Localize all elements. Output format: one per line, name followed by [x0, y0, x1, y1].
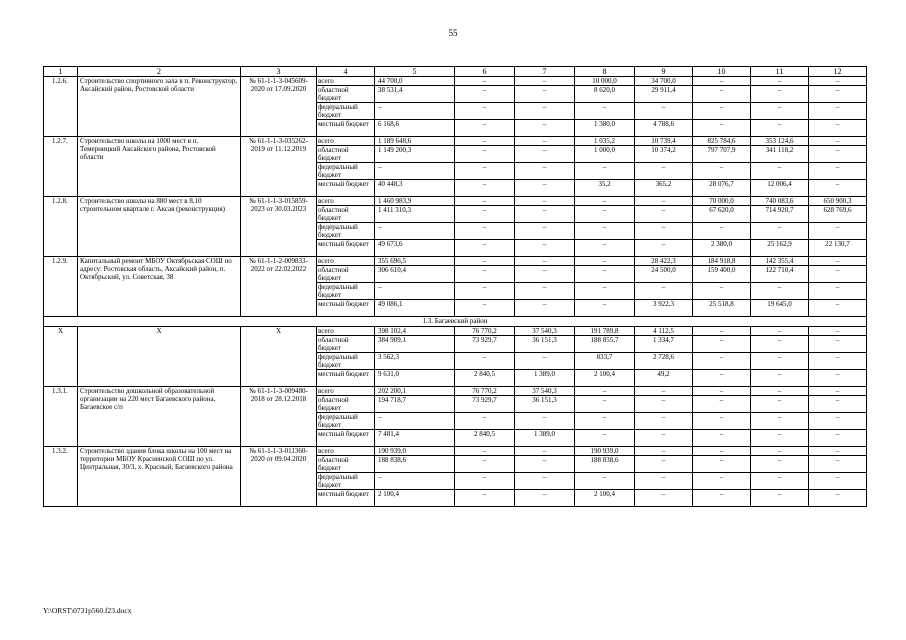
value-cell: – — [809, 336, 867, 353]
value-cell: 49 086,1 — [375, 300, 455, 317]
value-cell: – — [693, 456, 751, 473]
value-cell: 628 769,6 — [809, 206, 867, 223]
value-cell: – — [809, 163, 867, 180]
value-cell: 40 448,3 — [375, 180, 455, 197]
value-cell: – — [751, 473, 809, 490]
value-cell: – — [575, 396, 635, 413]
value-cell: – — [515, 266, 575, 283]
value-cell: 159 400,0 — [693, 266, 751, 283]
value-cell: – — [455, 77, 515, 86]
registration-number: № 61-1-1-3-009480-2018 от 28.12.2018 — [241, 387, 317, 447]
table-row — [44, 387, 867, 396]
value-cell: 1 334,7 — [635, 336, 693, 353]
value-cell: – — [575, 163, 635, 180]
value-cell: 19 645,0 — [751, 300, 809, 317]
value-cell: – — [635, 430, 693, 447]
funding-source: всего — [317, 387, 375, 396]
value-cell: 398 102,4 — [375, 327, 455, 336]
value-cell: – — [693, 473, 751, 490]
value-cell: – — [455, 180, 515, 197]
value-cell: 2 100,4 — [575, 490, 635, 507]
item-description: Строительство дошкольной образовательной организации на 220 мест Багаевского района, Багаевское с/п — [78, 387, 241, 447]
value-cell: – — [515, 197, 575, 206]
value-cell: – — [809, 77, 867, 86]
value-cell: – — [575, 430, 635, 447]
funding-source: всего — [317, 77, 375, 86]
value-cell: 28 076,7 — [693, 180, 751, 197]
value-cell: – — [809, 396, 867, 413]
value-cell: 341 118,2 — [751, 146, 809, 163]
value-cell: 76 770,2 — [455, 327, 515, 336]
value-cell: – — [693, 77, 751, 86]
value-cell: – — [693, 396, 751, 413]
value-cell: – — [751, 413, 809, 430]
value-cell: 34 700,0 — [635, 77, 693, 86]
value-cell: – — [515, 240, 575, 257]
value-cell: – — [809, 456, 867, 473]
funding-source: местный бюджет — [317, 300, 375, 317]
value-cell: 37 540,3 — [515, 327, 575, 336]
value-cell: – — [693, 283, 751, 300]
value-cell: – — [455, 240, 515, 257]
value-cell: – — [635, 163, 693, 180]
value-cell: – — [455, 490, 515, 507]
value-cell: – — [635, 206, 693, 223]
value-cell: – — [515, 223, 575, 240]
value-cell: 44 700,0 — [375, 77, 455, 86]
value-cell: – — [751, 163, 809, 180]
funding-source: федеральный бюджет — [317, 283, 375, 300]
value-cell: – — [575, 387, 635, 396]
value-cell: – — [693, 103, 751, 120]
value-cell: – — [515, 103, 575, 120]
value-cell: – — [809, 103, 867, 120]
value-cell: – — [809, 257, 867, 266]
value-cell: – — [751, 490, 809, 507]
value-cell: – — [455, 86, 515, 103]
value-cell: – — [515, 283, 575, 300]
value-cell: – — [635, 490, 693, 507]
value-cell: 1 380,0 — [575, 120, 635, 137]
value-cell: – — [693, 163, 751, 180]
section-row — [44, 317, 867, 327]
value-cell: 67 620,0 — [693, 206, 751, 223]
value-cell: 25 518,8 — [693, 300, 751, 317]
value-cell: 10 374,2 — [635, 146, 693, 163]
value-cell: – — [455, 163, 515, 180]
header-cell: 9 — [635, 67, 693, 77]
table-row — [44, 257, 867, 266]
value-cell: 37 540,3 — [515, 387, 575, 396]
value-cell: 188 838,6 — [375, 456, 455, 473]
value-cell: – — [515, 300, 575, 317]
header-cell: 5 — [375, 67, 455, 77]
value-cell: – — [455, 120, 515, 137]
value-cell: – — [515, 77, 575, 86]
funding-source: федеральный бюджет — [317, 223, 375, 240]
value-cell: 142 355,4 — [751, 257, 809, 266]
value-cell: – — [455, 447, 515, 456]
funding-source: всего — [317, 327, 375, 336]
item-description: Строительство школы на 1000 мест в п. Темерницкий Аксайского района, Ростовской области — [78, 137, 241, 197]
item-description: Капитальный ремонт МБОУ Октябрьская СОШ по адресу: Ростовская область, Аксайский район, п. Октябрьский, ул. Советская, 38 — [78, 257, 241, 317]
value-cell: – — [693, 86, 751, 103]
value-cell: – — [635, 240, 693, 257]
value-cell: 191 789,8 — [575, 327, 635, 336]
table-row — [44, 447, 867, 456]
value-cell: – — [751, 353, 809, 370]
value-cell: – — [809, 146, 867, 163]
funding-source: всего — [317, 257, 375, 266]
value-cell: – — [751, 447, 809, 456]
value-cell: – — [809, 300, 867, 317]
value-cell: 73 929,7 — [455, 396, 515, 413]
value-cell: 188 855,7 — [575, 336, 635, 353]
funding-source: областной бюджет — [317, 86, 375, 103]
header-cell: 6 — [455, 67, 515, 77]
value-cell: 4 788,6 — [635, 120, 693, 137]
value-cell: – — [751, 396, 809, 413]
value-cell: – — [575, 206, 635, 223]
value-cell: – — [635, 456, 693, 473]
value-cell: – — [693, 447, 751, 456]
registration-number: № 61-1-1-3-045609-2020 от 17.09.2020 — [241, 77, 317, 137]
value-cell: – — [809, 413, 867, 430]
value-cell: 797 707,9 — [693, 146, 751, 163]
value-cell: 188 838,6 — [575, 456, 635, 473]
value-cell: – — [751, 327, 809, 336]
item-description: Строительство школы на 880 мест в 8.10 строительном квартале г. Аксая (реконструкция) — [78, 197, 241, 257]
value-cell: – — [635, 387, 693, 396]
value-cell: – — [635, 223, 693, 240]
value-cell: 6 168,6 — [375, 120, 455, 137]
budget-table — [43, 66, 867, 507]
value-cell: – — [693, 413, 751, 430]
value-cell: – — [375, 103, 455, 120]
value-cell: – — [809, 473, 867, 490]
value-cell: – — [455, 266, 515, 283]
value-cell: – — [515, 120, 575, 137]
value-cell: 1 149 200,3 — [375, 146, 455, 163]
item-number: 1.3.2. — [44, 447, 78, 507]
value-cell: – — [809, 137, 867, 146]
funding-source: областной бюджет — [317, 206, 375, 223]
value-cell: – — [809, 447, 867, 456]
value-cell: – — [751, 336, 809, 353]
value-cell: – — [809, 327, 867, 336]
value-cell: 194 718,7 — [375, 396, 455, 413]
value-cell: 10 739,4 — [635, 137, 693, 146]
value-cell: – — [455, 283, 515, 300]
value-cell: 1 189 648,6 — [375, 137, 455, 146]
value-cell: 7 481,4 — [375, 430, 455, 447]
funding-source: федеральный бюджет — [317, 413, 375, 430]
value-cell: 306 610,4 — [375, 266, 455, 283]
header-cell: 11 — [751, 67, 809, 77]
value-cell: 2 100,4 — [375, 490, 455, 507]
value-cell: 2 840,5 — [455, 430, 515, 447]
value-cell: – — [693, 370, 751, 387]
value-cell: 740 083,6 — [751, 197, 809, 206]
value-cell: – — [635, 396, 693, 413]
item-number: 1.2.6. — [44, 77, 78, 137]
value-cell: 25 162,9 — [751, 240, 809, 257]
registration-number: № 61-1-1-3-011360-2020 от 09.04.2020 — [241, 447, 317, 507]
value-cell: 833,7 — [575, 353, 635, 370]
value-cell: 38 531,4 — [375, 86, 455, 103]
value-cell: – — [455, 413, 515, 430]
value-cell: – — [693, 336, 751, 353]
registration-number: № 61-1-1-3-035262-2019 от 11.12.2019 — [241, 137, 317, 197]
value-cell: – — [455, 300, 515, 317]
value-cell: 353 124,6 — [751, 137, 809, 146]
value-cell: – — [575, 413, 635, 430]
header-cell: 3 — [241, 67, 317, 77]
value-cell: 12 006,4 — [751, 180, 809, 197]
value-cell: – — [809, 266, 867, 283]
value-cell: – — [635, 103, 693, 120]
item-description: Строительство здания блока школы на 100 мест на территории МБОУ Красненской СОШ по ул. Центральная, 30/3, х. Красный, Багаевского района — [78, 447, 241, 507]
value-cell: 1 000,0 — [575, 146, 635, 163]
value-cell: 1 389,0 — [515, 370, 575, 387]
value-cell: – — [809, 353, 867, 370]
header-cell: 4 — [317, 67, 375, 77]
value-cell: – — [635, 447, 693, 456]
value-cell: – — [515, 257, 575, 266]
value-cell: – — [455, 223, 515, 240]
funding-source: местный бюджет — [317, 180, 375, 197]
value-cell: – — [693, 223, 751, 240]
value-cell: – — [635, 473, 693, 490]
table-row — [44, 197, 867, 206]
header-cell: 1 — [44, 67, 78, 77]
value-cell: – — [693, 327, 751, 336]
item-description: X — [78, 327, 241, 387]
item-number: 1.2.7. — [44, 137, 78, 197]
funding-source: местный бюджет — [317, 240, 375, 257]
value-cell: 1 035,2 — [575, 137, 635, 146]
value-cell: – — [751, 430, 809, 447]
value-cell: 190 939,0 — [375, 447, 455, 456]
value-cell: – — [515, 490, 575, 507]
value-cell: – — [515, 413, 575, 430]
value-cell: – — [809, 370, 867, 387]
value-cell: – — [575, 266, 635, 283]
value-cell: – — [515, 86, 575, 103]
value-cell: 73 929,7 — [455, 336, 515, 353]
value-cell: – — [455, 206, 515, 223]
value-cell: – — [575, 300, 635, 317]
value-cell: – — [809, 430, 867, 447]
value-cell: – — [809, 283, 867, 300]
header-cell: 12 — [809, 67, 867, 77]
value-cell: – — [751, 120, 809, 137]
item-number: 1.2.9. — [44, 257, 78, 317]
funding-source: местный бюджет — [317, 120, 375, 137]
funding-source: областной бюджет — [317, 456, 375, 473]
value-cell: – — [575, 473, 635, 490]
value-cell: 190 939,0 — [575, 447, 635, 456]
header-cell: 7 — [515, 67, 575, 77]
value-cell: – — [515, 146, 575, 163]
page-number: 55 — [448, 28, 458, 38]
funding-source: местный бюджет — [317, 430, 375, 447]
funding-source: всего — [317, 447, 375, 456]
value-cell: – — [515, 353, 575, 370]
value-cell: – — [515, 163, 575, 180]
value-cell: – — [455, 353, 515, 370]
value-cell: – — [455, 197, 515, 206]
value-cell: – — [751, 370, 809, 387]
funding-source: областной бюджет — [317, 146, 375, 163]
funding-source: всего — [317, 137, 375, 146]
value-cell: 49,2 — [635, 370, 693, 387]
value-cell: – — [635, 283, 693, 300]
value-cell: – — [515, 180, 575, 197]
value-cell: 29 911,4 — [635, 86, 693, 103]
value-cell: 122 710,4 — [751, 266, 809, 283]
value-cell: – — [455, 137, 515, 146]
value-cell: – — [455, 456, 515, 473]
value-cell: 365,2 — [635, 180, 693, 197]
item-number: 1.2.8. — [44, 197, 78, 257]
table-row — [44, 137, 867, 146]
value-cell: – — [455, 103, 515, 120]
value-cell: – — [751, 86, 809, 103]
value-cell: – — [575, 283, 635, 300]
value-cell: – — [809, 86, 867, 103]
value-cell: 2 840,5 — [455, 370, 515, 387]
value-cell: 28 422,3 — [635, 257, 693, 266]
value-cell: 10 000,0 — [575, 77, 635, 86]
funding-source: областной бюджет — [317, 336, 375, 353]
registration-number: № 61-1-1-2-009833-2022 от 22.02.2022 — [241, 257, 317, 317]
value-cell: – — [809, 120, 867, 137]
value-cell: – — [575, 240, 635, 257]
value-cell: 36 151,3 — [515, 396, 575, 413]
value-cell: – — [635, 413, 693, 430]
funding-source: федеральный бюджет — [317, 103, 375, 120]
funding-source: областной бюджет — [317, 266, 375, 283]
value-cell: – — [809, 490, 867, 507]
value-cell: 1 389,0 — [515, 430, 575, 447]
value-cell: 3 922,3 — [635, 300, 693, 317]
value-cell: – — [515, 473, 575, 490]
value-cell: 36 151,3 — [515, 336, 575, 353]
value-cell: – — [455, 473, 515, 490]
value-cell: – — [635, 197, 693, 206]
value-cell: – — [809, 180, 867, 197]
value-cell: 1 460 983,9 — [375, 197, 455, 206]
value-cell: 202 200,1 — [375, 387, 455, 396]
value-cell: 22 130,7 — [809, 240, 867, 257]
value-cell: 70 000,0 — [693, 197, 751, 206]
item-number: X — [44, 327, 78, 387]
value-cell: – — [455, 146, 515, 163]
value-cell: 2 728,6 — [635, 353, 693, 370]
funding-source: всего — [317, 197, 375, 206]
value-cell: – — [515, 137, 575, 146]
item-description: Строительство спортивного зала в п. Реконструктор, Аксайский район, Ростовской области — [78, 77, 241, 137]
value-cell: – — [455, 257, 515, 266]
value-cell: – — [809, 223, 867, 240]
item-number: 1.3.1. — [44, 387, 78, 447]
value-cell: – — [575, 223, 635, 240]
header-cell: 10 — [693, 67, 751, 77]
value-cell: 825 784,6 — [693, 137, 751, 146]
value-cell: 8 620,0 — [575, 86, 635, 103]
header-row — [44, 67, 867, 77]
registration-number: X — [241, 327, 317, 387]
value-cell: – — [575, 103, 635, 120]
value-cell: – — [515, 206, 575, 223]
value-cell: – — [375, 473, 455, 490]
header-cell: 8 — [575, 67, 635, 77]
value-cell: – — [693, 120, 751, 137]
value-cell: 2 100,4 — [575, 370, 635, 387]
value-cell: – — [693, 430, 751, 447]
value-cell: 3 562,3 — [375, 353, 455, 370]
funding-source: федеральный бюджет — [317, 473, 375, 490]
value-cell: 1 411 310,3 — [375, 206, 455, 223]
funding-source: областной бюджет — [317, 396, 375, 413]
footer-file-path: Y:\ORST\0731p560.f23.docx — [43, 606, 132, 615]
value-cell: – — [375, 413, 455, 430]
value-cell: – — [575, 257, 635, 266]
value-cell: – — [375, 223, 455, 240]
value-cell: – — [751, 223, 809, 240]
value-cell: 24 500,0 — [635, 266, 693, 283]
value-cell: 184 918,8 — [693, 257, 751, 266]
table-row — [44, 77, 867, 86]
value-cell: 35,2 — [575, 180, 635, 197]
table-row — [44, 327, 867, 336]
value-cell: 714 920,7 — [751, 206, 809, 223]
funding-source: федеральный бюджет — [317, 353, 375, 370]
value-cell: – — [693, 387, 751, 396]
value-cell: – — [575, 197, 635, 206]
value-cell: 49 673,6 — [375, 240, 455, 257]
value-cell: – — [751, 283, 809, 300]
value-cell: 4 112,5 — [635, 327, 693, 336]
value-cell: – — [751, 387, 809, 396]
value-cell: – — [809, 387, 867, 396]
value-cell: – — [751, 77, 809, 86]
value-cell: – — [693, 490, 751, 507]
value-cell: 2 380,0 — [693, 240, 751, 257]
value-cell: – — [693, 353, 751, 370]
value-cell: 9 631,0 — [375, 370, 455, 387]
registration-number: № 61-1-1-3-015859-2023 от 30.03.2023 — [241, 197, 317, 257]
value-cell: – — [751, 103, 809, 120]
funding-source: местный бюджет — [317, 490, 375, 507]
value-cell: – — [515, 456, 575, 473]
value-cell: – — [515, 447, 575, 456]
value-cell: 650 900,3 — [809, 197, 867, 206]
funding-source: федеральный бюджет — [317, 163, 375, 180]
value-cell: – — [751, 456, 809, 473]
section-title: 1.3. Багаевский район — [44, 317, 867, 327]
value-cell: 355 696,5 — [375, 257, 455, 266]
value-cell: 384 909,1 — [375, 336, 455, 353]
value-cell: 76 770,2 — [455, 387, 515, 396]
value-cell: – — [375, 163, 455, 180]
funding-source: местный бюджет — [317, 370, 375, 387]
value-cell: – — [375, 283, 455, 300]
header-cell: 2 — [78, 67, 241, 77]
